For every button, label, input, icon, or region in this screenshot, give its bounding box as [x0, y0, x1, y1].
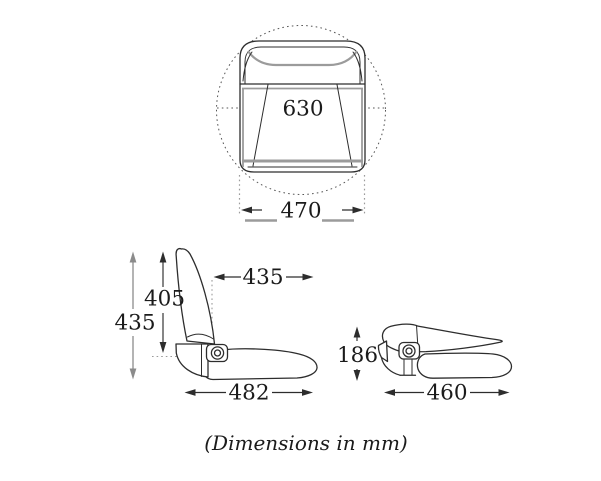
dim-460: [384, 381, 510, 406]
dim-435-depth-label: 435: [242, 265, 284, 290]
arrow-left-icon: [185, 389, 196, 396]
arrow-up-icon: [160, 252, 167, 263]
arrow-down-icon: [160, 342, 167, 353]
dim-630-label: 630: [282, 96, 324, 122]
side-view-open: [114, 249, 317, 406]
dim-470-label: 470: [280, 198, 322, 224]
arrow-right-icon: [353, 207, 364, 214]
dim-435-height-label: 435: [114, 310, 156, 336]
arrow-down-icon: [354, 370, 361, 381]
bracket-flange-folded: [378, 341, 387, 362]
dim-482: [185, 381, 314, 406]
arrow-left-icon: [241, 207, 252, 214]
bracket-bottom-curve: [382, 358, 401, 376]
dim-186-label: 186: [336, 343, 379, 368]
dim-460-label: 460: [426, 380, 468, 406]
arrow-right-icon: [303, 274, 314, 281]
arrow-left-icon: [214, 274, 225, 281]
seat-cushion-folded: [417, 353, 511, 378]
arrow-up-icon: [130, 252, 137, 263]
dim-470: [240, 175, 365, 224]
units-caption: (Dimensions in mm): [204, 431, 408, 455]
dim-405-label: 405: [143, 286, 186, 312]
front-view: [217, 26, 386, 224]
hinge-bracket-open: [176, 344, 208, 377]
dim-435-depth: [214, 265, 314, 290]
pivot-inner-open: [215, 350, 221, 356]
pivot-inner-folded: [406, 348, 412, 354]
arrow-up-icon: [354, 327, 361, 338]
dim-186: [337, 327, 378, 382]
dim-435-height: [114, 252, 155, 380]
arrow-left-icon: [384, 389, 395, 396]
dim-482-label: 482: [228, 380, 270, 406]
arrow-right-icon: [302, 389, 313, 396]
side-view-folded: [337, 324, 512, 405]
arrow-down-icon: [130, 369, 137, 380]
arrow-right-icon: [499, 389, 510, 396]
